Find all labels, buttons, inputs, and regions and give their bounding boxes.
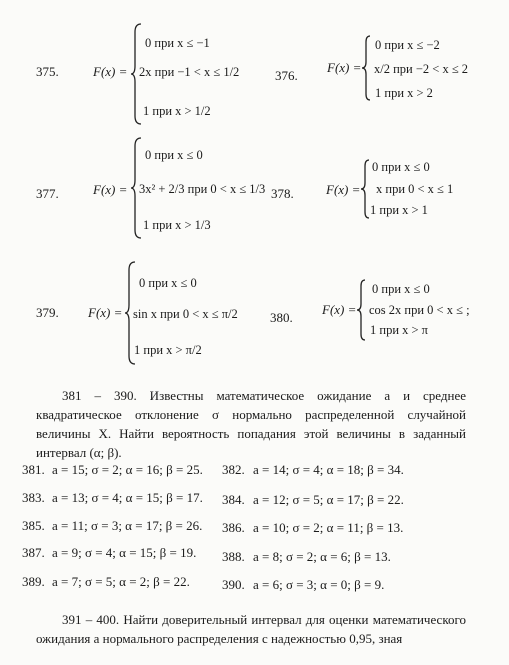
left-brace-icon [362,34,372,102]
section-intro-381-390: 381 – 390. Известны математическое ожидание a и среднее квадратическое отклонение σ нормально распределенной случайной величины X. Найти вероятность попадания этой величины в заданный интервал (α; β). [36,388,466,460]
problem-number: 380. [270,310,293,325]
function-label: F(x) = [93,182,128,197]
problem-params: a = 12; σ = 5; α = 17; β = 22. [253,492,404,507]
problem-params: a = 10; σ = 2; α = 11; β = 13. [253,520,404,535]
function-label: F(x) = [322,302,357,317]
problem-number: 379. [36,305,59,320]
problem-number: 378. [271,186,294,201]
problem-params: a = 14; σ = 4; α = 18; β = 34. [253,462,404,477]
problem-number: 385. [22,518,45,533]
function-label: F(x) = [326,182,361,197]
problem-number: 384. [222,492,245,507]
left-brace-icon [357,278,367,342]
function-label: F(x) = [327,60,362,75]
problem-number: 390. [222,577,245,592]
problem-params: a = 7; σ = 5; α = 2; β = 22. [52,574,190,589]
problem-params: a = 9; σ = 4; α = 15; β = 19. [52,545,197,560]
function-label: F(x) = [88,305,123,320]
problem-params: a = 13; σ = 4; α = 15; β = 17. [52,490,203,505]
case-3: 1 при x > 1/3 [143,218,211,232]
problem-number: 383. [22,490,45,505]
case-3: 1 при x > 1 [370,203,428,217]
case-3: 1 при x > π [370,323,428,337]
problem-number: 386. [222,520,245,535]
problem-number: 387. [22,545,45,560]
case-1: 0 при x ≤ 0 [372,160,430,174]
problem-params: a = 6; σ = 3; α = 0; β = 9. [253,577,385,592]
problem-params: a = 11; σ = 3; α = 17; β = 26. [52,518,203,533]
function-label: F(x) = [93,64,128,79]
problem-number: 389. [22,574,45,589]
problem-params: a = 8; σ = 2; α = 6; β = 13. [253,549,391,564]
case-1: 0 при x ≤ 0 [145,148,203,162]
problem-number: 382. [222,462,245,477]
case-2: sin x при 0 < x ≤ π/2 [133,307,238,321]
problem-number: 381. [22,462,45,477]
case-2: 2x при −1 < x ≤ 1/2 [139,65,240,79]
case-1: 0 при x ≤ 0 [139,276,197,290]
problem-params: a = 15; σ = 2; α = 16; β = 25. [52,462,203,477]
case-1: 0 при x ≤ 0 [372,282,430,296]
problem-number: 375. [36,64,59,79]
case-2: 3x² + 2/3 при 0 < x ≤ 1/3 [139,182,266,196]
problem-number: 388. [222,549,245,564]
case-1: 0 при x ≤ −1 [145,36,210,50]
problem-number: 377. [36,186,59,201]
problem-number: 376. [275,68,298,83]
case-2: x при 0 < x ≤ 1 [376,182,454,196]
case-3: 1 при x > 1/2 [143,104,211,118]
case-3: 1 при x > 2 [375,86,433,100]
case-2: x/2 при −2 < x ≤ 2 [374,62,469,76]
case-3: 1 при x > π/2 [134,343,202,357]
section-intro-391-400: 391 – 400. Найти доверительный интервал для оценки математического ожидания a нормального распределения с надежностью 0,95, зная [36,612,466,646]
case-2: cos 2x при 0 < x ≤ ; [369,303,470,317]
case-1: 0 при x ≤ −2 [375,38,440,52]
